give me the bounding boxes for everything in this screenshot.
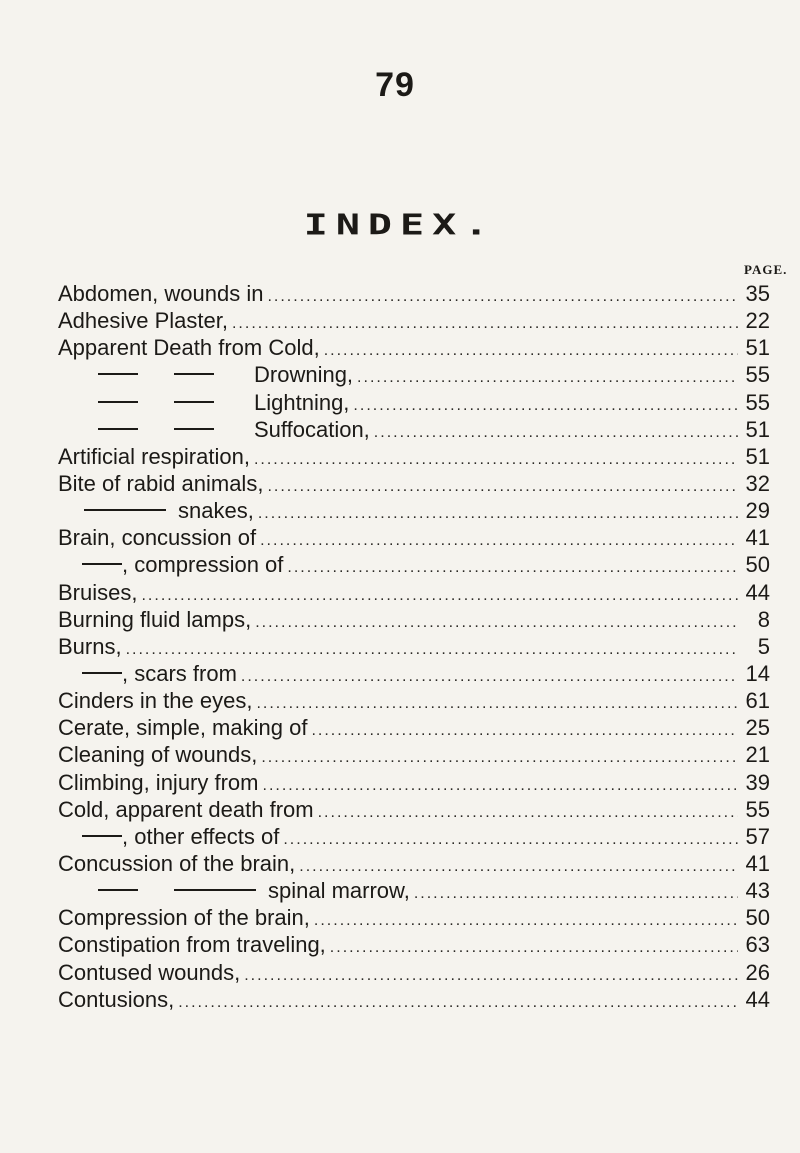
entry-text: Burning fluid lamps, [58,606,252,632]
entry-page-number: 55 [745,796,770,822]
index-title: INDEX. [303,208,497,242]
entry-text: Artificial respiration, [58,443,250,469]
ditto-dash [82,563,122,565]
index-entry [58,633,770,660]
entry-label [58,389,349,416]
dot-leader [254,446,738,473]
entry-text: Bruises, [58,579,138,605]
entry-text: , other effects of [122,823,280,849]
index-entry [58,579,770,606]
entry-page-number: 55 [745,362,770,388]
entry-page-number: 41 [745,525,770,551]
index-entry [58,524,770,551]
index-entry [58,796,770,823]
entry-page-number: 21 [745,742,770,768]
ditto-dash [84,509,166,511]
entry-label [58,551,283,578]
index-entry [58,307,770,334]
ditto-dash [82,835,122,837]
entry-page-number: 63 [745,932,770,958]
entry-page-number: 25 [745,715,770,741]
dot-leader [324,337,738,364]
index-entry [58,850,770,877]
entry-label [58,470,263,497]
index-entry [58,497,770,524]
entry-label [58,931,326,958]
entry-page-number: 29 [745,498,770,524]
dot-leader [258,500,738,527]
entry-text: Adhesive Plaster, [58,308,228,334]
entry-text: Climbing, injury from [58,769,259,795]
entry-page-number: 44 [745,986,770,1012]
entry-label [58,660,237,687]
entry-page-number: 43 [745,878,770,904]
dot-leader [283,826,738,853]
ditto-dash [98,428,138,430]
index-entry [58,470,770,497]
ditto-dash [174,401,214,403]
dot-leader [287,554,738,581]
entry-label [58,959,240,986]
dot-leader [126,636,738,663]
dot-leader [267,473,738,500]
entry-label [58,850,295,877]
ditto-dash [98,889,138,891]
entry-label [58,307,228,334]
entry-label [58,877,410,904]
entry-label [58,796,314,823]
entry-text: Compression of the brain, [58,905,310,931]
entry-label [58,361,353,388]
entry-text: Abdomen, wounds in [58,281,264,306]
entry-text: Cerate, simple, making of [58,715,308,741]
ditto-dash [174,428,214,430]
index-entry [58,687,770,714]
entry-page-number: 44 [745,579,770,605]
dot-leader [256,690,738,717]
dot-leader [299,853,738,880]
dot-leader [330,934,738,961]
entry-text: Contused wounds, [58,959,241,985]
entry-page-number: 22 [745,308,770,334]
dot-leader [311,717,738,744]
dot-leader [414,880,738,907]
entry-text: , compression of [122,552,284,578]
entry-text: Concussion of the brain, [58,850,296,876]
entry-label [58,986,174,1013]
index-entry [58,904,770,931]
entry-text: Cold, apparent death from [58,796,314,822]
dot-leader [357,364,738,391]
entry-page-number: 8 [757,606,770,632]
entry-text: Brain, concussion of [58,525,257,551]
index-entry [58,741,770,768]
ditto-dash [82,672,122,674]
entry-page-number: 51 [745,443,770,469]
entry-label [58,280,263,307]
entry-page-number: 35 [745,281,770,306]
entry-page-number: 50 [745,552,770,578]
dot-leader [353,392,738,419]
ditto-dash [98,373,138,375]
entry-text: Lightning, [254,389,350,415]
dot-leader [255,609,738,636]
entry-page-number: 57 [745,823,770,849]
index-entry [58,769,770,796]
dot-leader [374,419,738,446]
entry-text: snakes, [178,498,254,524]
entry-label [58,741,257,768]
entry-label [58,687,252,714]
index-entry [58,551,770,578]
dot-leader [244,962,738,989]
entry-text: spinal marrow, [268,878,410,904]
entry-text: Drowning, [254,362,354,388]
index-entry [58,714,770,741]
ditto-dash [174,889,256,891]
entry-text: Constipation from traveling, [58,932,326,958]
dot-leader [267,283,738,310]
entry-label [58,443,250,470]
entry-label [58,334,320,361]
dot-leader [232,310,738,337]
dot-leader [241,663,738,690]
ditto-dash [174,373,214,375]
entry-page-number: 41 [745,850,770,876]
entry-page-number: 14 [745,660,770,686]
entry-label [58,633,122,660]
entry-label [58,606,251,633]
index-entry [58,416,770,443]
entry-label [58,524,256,551]
index-entry-list [58,280,770,1013]
index-entry [58,280,770,307]
entry-text: Cleaning of wounds, [58,742,258,768]
index-entry [58,823,770,850]
entry-label [58,497,254,524]
entry-page-number: 51 [745,335,770,361]
entry-text: , scars from [122,660,237,686]
dot-leader [314,907,738,934]
index-entry [58,606,770,633]
entry-page-number: 61 [745,688,770,714]
index-entry [58,986,770,1013]
dot-leader [178,989,738,1016]
entry-text: Apparent Death from Cold, [58,335,320,361]
entry-label [58,416,370,443]
entry-text: Cinders in the eyes, [58,688,253,714]
entry-page-number: 26 [745,959,770,985]
index-entry [58,389,770,416]
entry-page-number: 51 [745,416,770,442]
page-number: 79 [375,66,415,104]
entry-page-number: 32 [745,470,770,496]
entry-label [58,904,310,931]
dot-leader [263,772,739,799]
index-entry [58,877,770,904]
dot-leader [261,744,738,771]
entry-text: Burns, [58,633,122,659]
index-entry [58,361,770,388]
entry-page-number: 39 [745,769,770,795]
entry-label [58,714,307,741]
entry-label [58,769,259,796]
index-entry [58,931,770,958]
dot-leader [260,527,738,554]
index-entry [58,660,770,687]
dot-leader [318,799,738,826]
entry-text: Suffocation, [254,416,370,442]
entry-page-number: 55 [745,389,770,415]
entry-text: Contusions, [58,986,175,1012]
page-column-label: PAGE. [744,262,788,277]
dot-leader [141,582,738,609]
entry-label [58,823,279,850]
ditto-dash [98,401,138,403]
entry-label [58,579,137,606]
entry-text: Bite of rabid animals, [58,470,264,496]
index-entry [58,334,770,361]
index-entry [58,443,770,470]
entry-page-number: 50 [745,905,770,931]
entry-page-number: 5 [757,633,770,659]
index-entry [58,959,770,986]
